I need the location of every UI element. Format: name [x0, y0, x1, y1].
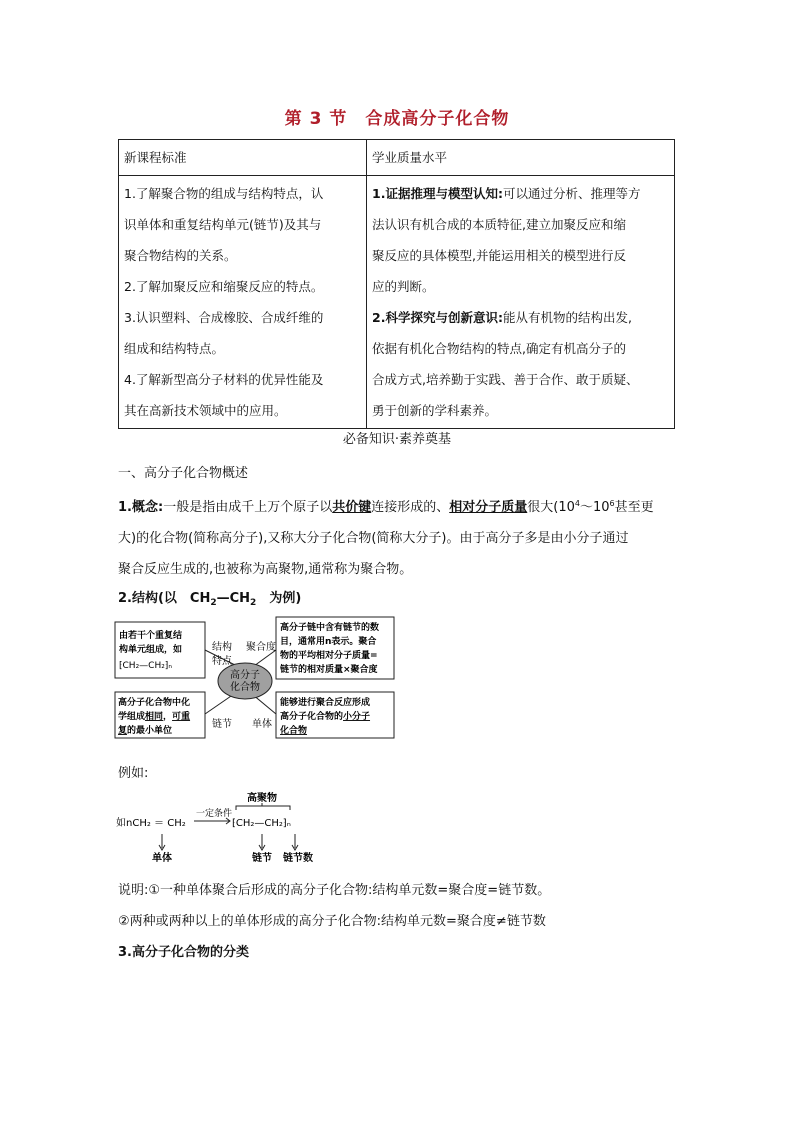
reaction-top-label: 高聚物	[247, 793, 277, 804]
label-degree: 聚合度	[246, 642, 276, 653]
svg-text:能够进行聚合反应形成: 能够进行聚合反应形成	[280, 698, 371, 708]
svg-text:高分子化合物的小分子: 高分子化合物的小分子	[280, 712, 371, 722]
quality-cell: 1.证据推理与模型认知:可以通过分析、推理等方 法认识有机合成的本质特征,建立加聚反应和缩 聚反应的具体模型,并能运用相关的模型进行反 应的判断。 2.科学探究与创新意识:能从有机物的结构出发, 依据有机化合物结构的特点,确定有机高分子的 合成方式,培养勤于实践、善于合作、敢于质疑、 勇于创新的学科素养。	[367, 176, 675, 429]
center-label-2: 化合物	[230, 682, 260, 693]
heading-overview: 一、高分子化合物概述	[118, 466, 249, 481]
structure-diagram	[112, 614, 397, 744]
label-monomer: 单体	[252, 719, 272, 730]
table-header-quality: 学业质量水平	[367, 140, 675, 176]
svg-text:物的平均相对分子质量=: 物的平均相对分子质量=	[280, 651, 378, 661]
svg-text:学组成相同，可重: 学组成相同，可重	[118, 712, 191, 722]
table-header-standard: 新课程标准	[119, 140, 367, 176]
concept-paragraph: 1.概念:一般是指由成千上万个原子以共价键连接形成的、相对分子质量很大($10^4\sim 10^6$甚至更 大)的化合物(简称高分子),又称大分子化合物(简称大分子)。由于高分子多是由小分子通过 聚合反应生成的,也被称为高聚物,通常称为聚合物。	[118, 499, 654, 577]
reaction-diagram	[112, 788, 352, 866]
center-ellipse	[218, 663, 272, 699]
svg-text:高分子化合物中化: 高分子化合物中化	[118, 698, 191, 708]
label-structure-2: 特点	[212, 656, 232, 667]
svg-text:由若干个重复结: 由若干个重复结	[119, 631, 183, 641]
standards-table	[118, 139, 675, 429]
note-1: 说明:①一种单体聚合后形成的高分子化合物:结构单元数=聚合度=链节数。	[118, 883, 551, 898]
center-label-1: 高分子	[230, 670, 260, 681]
reaction-count: 链节数	[283, 853, 313, 864]
svg-text:复的最小单位: 复的最小单位	[118, 726, 173, 736]
heading-classification: 3.高分子化合物的分类	[118, 945, 249, 960]
reaction-condition: 一定条件	[195, 809, 233, 819]
reaction-link: 链节	[252, 853, 272, 864]
svg-text:化合物: 化合物	[280, 726, 308, 736]
svg-text:⁅CH₂—CH₂⁆ₙ: ⁅CH₂—CH₂⁆ₙ	[119, 661, 172, 671]
label-link: 链节	[212, 719, 232, 730]
svg-text:目，通常用n表示。聚合: 目，通常用n表示。聚合	[280, 637, 377, 647]
reaction-product: ⁅CH₂—CH₂⁆ₙ	[232, 818, 291, 829]
svg-text:链节的相对质量×聚合度: 链节的相对质量×聚合度	[280, 665, 378, 675]
page-title: 第 3 节 合成高分子化合物	[284, 109, 510, 129]
label-structure-1: 结构	[212, 642, 232, 653]
note-2: ②两种或两种以上的单体形成的高分子化合物:结构单元数=聚合度≠链节数	[118, 914, 546, 929]
svg-text:构单元组成，如: 构单元组成，如	[119, 645, 183, 655]
example-label: 例如:	[118, 766, 149, 781]
reaction-monomer: 单体	[152, 853, 172, 864]
standard-cell: 1.了解聚合物的组成与结构特点，认 识单体和重复结构单元(链节)及其与 聚合物结构的关系。 2.了解加聚反应和缩聚反应的特点。 3.认识塑料、合成橡胶、合成纤维的 组成和结构特点。 4.了解新型高分子材料的优异性能及 其在高新技术领域中的应用。	[119, 176, 367, 429]
section-heading: 必备知识·素养奠基	[342, 432, 452, 447]
svg-text:高分子链中含有链节的数: 高分子链中含有链节的数	[280, 623, 380, 633]
structure-heading: 2.结构(以 $CH_2—CH_2$ 为例)	[118, 591, 302, 608]
reaction-lhs: 如nCH₂ ＝ CH₂	[116, 818, 186, 829]
